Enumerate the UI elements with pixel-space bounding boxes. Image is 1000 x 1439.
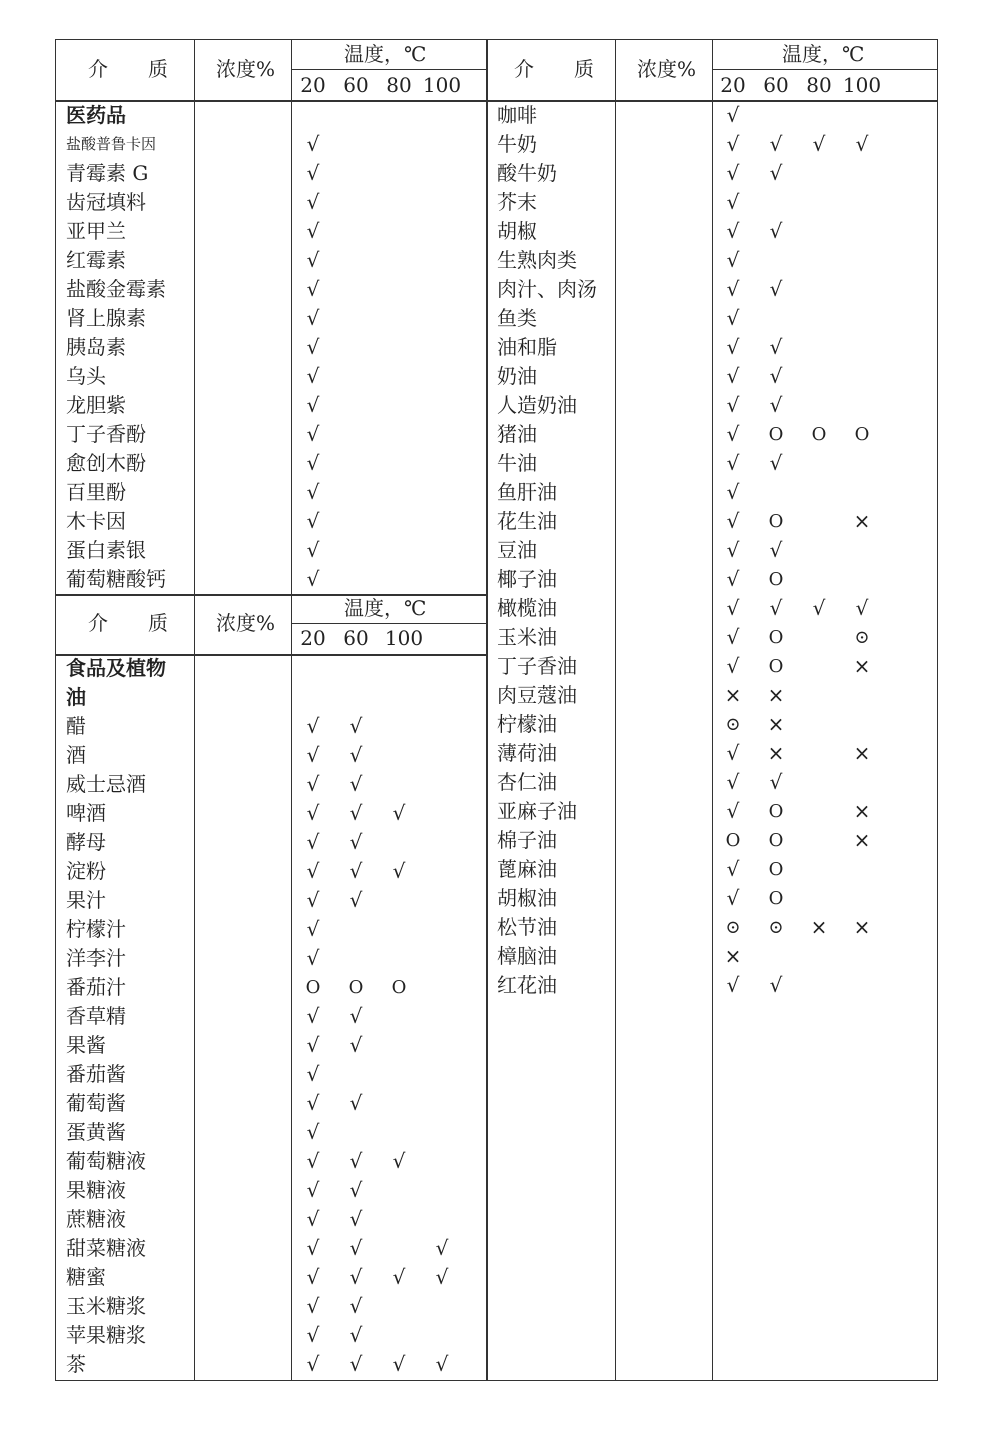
rating-mark-fair: O <box>768 656 784 677</box>
medium-name: 葡萄糖液 <box>66 1149 146 1173</box>
rating-mark-ok: √ <box>726 277 740 301</box>
rating-mark-bad: × <box>853 509 871 533</box>
rating-mark-ok: √ <box>306 422 320 446</box>
rating-mark-bad: × <box>853 741 871 765</box>
rating-mark-ok: √ <box>392 1265 406 1289</box>
medium-name: 杏仁油 <box>497 770 557 794</box>
medium-name: 威士忌酒 <box>66 772 146 796</box>
header-temp: 100 <box>422 73 462 97</box>
rating-mark-ok: √ <box>349 1004 363 1028</box>
header-temp: 60 <box>343 626 369 650</box>
medium-name: 玉米糖浆 <box>66 1294 146 1318</box>
rating-mark-ok: √ <box>726 306 740 330</box>
medium-name: 齿冠填料 <box>66 190 146 214</box>
rating-mark-ok: √ <box>726 190 740 214</box>
rating-mark-ok: √ <box>306 1149 320 1173</box>
medium-name: 香草精 <box>66 1004 126 1028</box>
rating-mark-ok: √ <box>306 801 320 825</box>
rating-mark-ok: √ <box>306 743 320 767</box>
medium-name: 鱼类 <box>497 306 537 330</box>
rating-mark-ok: √ <box>855 596 869 620</box>
rating-mark-ok: √ <box>306 335 320 359</box>
rating-mark-fair: O <box>768 801 784 822</box>
rating-mark-bad: × <box>724 683 742 707</box>
rating-mark-ok: √ <box>726 161 740 185</box>
rating-mark-fair: O <box>305 977 321 998</box>
medium-name: 牛油 <box>497 451 537 475</box>
rating-mark-ok: √ <box>306 714 320 738</box>
rating-mark-ok: √ <box>306 161 320 185</box>
rating-mark-ok: √ <box>306 946 320 970</box>
rating-mark-ok: √ <box>435 1352 449 1376</box>
rating-mark-ok: √ <box>726 625 740 649</box>
rating-mark-ok: √ <box>306 248 320 272</box>
rating-mark-ok: √ <box>855 132 869 156</box>
medium-name: 葡萄糖酸钙 <box>66 567 166 591</box>
medium-name: 果酱 <box>66 1033 106 1057</box>
rating-mark-ok: √ <box>306 1004 320 1028</box>
rating-mark-ok: √ <box>306 393 320 417</box>
rating-mark-bad: × <box>810 915 828 939</box>
medium-name: 苹果糖浆 <box>66 1323 146 1347</box>
medium-name: 肾上腺素 <box>66 306 146 330</box>
medium-name: 柠檬油 <box>497 712 557 736</box>
header-subline <box>291 69 486 70</box>
rating-mark-ok: √ <box>726 886 740 910</box>
rating-mark-ok: √ <box>726 219 740 243</box>
rating-mark-fair: O <box>725 830 741 851</box>
rating-mark-ok: √ <box>769 538 783 562</box>
rating-mark-ok: √ <box>726 741 740 765</box>
medium-name: 蛋白素银 <box>66 538 146 562</box>
rating-mark-ok: √ <box>349 1265 363 1289</box>
medium-name: 丁子香油 <box>497 654 577 678</box>
rating-mark-ok: √ <box>769 973 783 997</box>
medium-name: 花生油 <box>497 509 557 533</box>
rating-mark-ok: √ <box>306 917 320 941</box>
header-subline <box>712 69 938 70</box>
rating-mark-bad: × <box>767 712 785 736</box>
medium-name: 醋 <box>66 714 86 738</box>
rating-mark-ok: √ <box>769 451 783 475</box>
rating-mark-fair: O <box>768 859 784 880</box>
rating-mark-ok: √ <box>726 364 740 388</box>
medium-name: 青霉素 G <box>66 161 149 185</box>
rating-mark-ok: √ <box>392 1149 406 1173</box>
rating-mark-fair: O <box>391 977 407 998</box>
rating-mark-fair: O <box>811 424 827 445</box>
rating-mark-cond: ⊙ <box>768 917 784 938</box>
rating-mark-ok: √ <box>769 364 783 388</box>
rating-mark-ok: √ <box>349 1091 363 1115</box>
rating-mark-ok: √ <box>435 1236 449 1260</box>
rating-mark-ok: √ <box>306 1352 320 1376</box>
medium-name: 酒 <box>66 743 86 767</box>
rating-mark-ok: √ <box>306 1323 320 1347</box>
rating-mark-ok: √ <box>769 335 783 359</box>
rating-mark-ok: √ <box>726 538 740 562</box>
medium-name: 茶 <box>66 1352 86 1376</box>
rating-mark-ok: √ <box>726 422 740 446</box>
rating-mark-fair: O <box>768 569 784 590</box>
header-temp: 100 <box>842 73 882 97</box>
medium-name: 橄榄油 <box>497 596 557 620</box>
col-divider <box>615 39 616 1381</box>
rating-mark-ok: √ <box>812 596 826 620</box>
medium-name: 亚甲兰 <box>66 219 126 243</box>
rating-mark-cond: ⊙ <box>725 917 741 938</box>
medium-name: 木卡因 <box>66 509 126 533</box>
medium-name: 丁子香酚 <box>66 422 146 446</box>
rating-mark-ok: √ <box>306 1033 320 1057</box>
medium-name: 龙胆紫 <box>66 393 126 417</box>
header-bottom <box>486 100 938 102</box>
rating-mark-bad: × <box>853 915 871 939</box>
medium-name: 猪油 <box>497 422 537 446</box>
rating-mark-ok: √ <box>769 161 783 185</box>
medium-name: 肉豆蔻油 <box>497 683 577 707</box>
rating-mark-bad: × <box>853 799 871 823</box>
rating-mark-ok: √ <box>726 393 740 417</box>
rating-mark-ok: √ <box>306 1265 320 1289</box>
rating-mark-ok: √ <box>349 801 363 825</box>
rating-mark-cond: ⊙ <box>854 627 870 648</box>
rating-mark-cond: ⊙ <box>725 714 741 735</box>
rating-mark-ok: √ <box>769 596 783 620</box>
rating-mark-ok: √ <box>726 509 740 533</box>
medium-name: 红霉素 <box>66 248 126 272</box>
section-title: 医药品 <box>66 103 126 127</box>
header-temperature: 温度，℃ <box>344 596 427 620</box>
medium-name: 糖蜜 <box>66 1265 106 1289</box>
rating-mark-ok: √ <box>726 248 740 272</box>
rating-mark-ok: √ <box>769 277 783 301</box>
rating-mark-ok: √ <box>726 770 740 794</box>
rating-mark-fair: O <box>768 627 784 648</box>
rating-mark-ok: √ <box>726 567 740 591</box>
rating-mark-ok: √ <box>726 451 740 475</box>
header-medium: 介 质 <box>514 57 594 81</box>
rating-mark-ok: √ <box>726 799 740 823</box>
rating-mark-bad: × <box>767 683 785 707</box>
rating-mark-fair: O <box>768 424 784 445</box>
rating-mark-ok: √ <box>726 480 740 504</box>
medium-name: 咖啡 <box>497 103 537 127</box>
header-medium: 介 质 <box>88 57 168 81</box>
header-concentration: 浓度% <box>637 57 697 81</box>
rating-mark-ok: √ <box>726 132 740 156</box>
rating-mark-ok: √ <box>306 830 320 854</box>
medium-name: 果糖液 <box>66 1178 126 1202</box>
rating-mark-ok: √ <box>306 1178 320 1202</box>
medium-name: 番茄汁 <box>66 975 126 999</box>
medium-name: 油和脂 <box>497 335 557 359</box>
rating-mark-ok: √ <box>726 857 740 881</box>
rating-mark-fair: O <box>768 888 784 909</box>
rating-mark-ok: √ <box>726 596 740 620</box>
rating-mark-bad: × <box>767 741 785 765</box>
col-divider <box>194 39 195 1381</box>
medium-name: 愈创木酚 <box>66 451 146 475</box>
rating-mark-ok: √ <box>306 1091 320 1115</box>
medium-name: 果汁 <box>66 888 106 912</box>
rating-mark-ok: √ <box>306 132 320 156</box>
medium-name: 椰子油 <box>497 567 557 591</box>
medium-name: 松节油 <box>497 915 557 939</box>
rating-mark-ok: √ <box>349 772 363 796</box>
medium-name: 洋李汁 <box>66 946 126 970</box>
col-divider <box>712 39 713 1381</box>
medium-name: 柠檬汁 <box>66 917 126 941</box>
rating-mark-ok: √ <box>349 1149 363 1173</box>
rating-mark-ok: √ <box>306 1062 320 1086</box>
header-temp: 60 <box>763 73 789 97</box>
medium-name: 豆油 <box>497 538 537 562</box>
rating-mark-fair: O <box>768 511 784 532</box>
rating-mark-bad: × <box>724 944 742 968</box>
rating-mark-ok: √ <box>349 830 363 854</box>
medium-name: 淀粉 <box>66 859 106 883</box>
rating-mark-ok: √ <box>306 1207 320 1231</box>
rating-mark-ok: √ <box>306 277 320 301</box>
medium-name: 盐酸金霉素 <box>66 277 166 301</box>
rating-mark-ok: √ <box>349 1294 363 1318</box>
rating-mark-ok: √ <box>306 888 320 912</box>
medium-name: 胡椒 <box>497 219 537 243</box>
rating-mark-ok: √ <box>306 509 320 533</box>
rating-mark-ok: √ <box>392 859 406 883</box>
rating-mark-ok: √ <box>306 772 320 796</box>
col-divider <box>291 39 292 1381</box>
rating-mark-ok: √ <box>349 1178 363 1202</box>
rating-mark-fair: O <box>854 424 870 445</box>
rating-mark-ok: √ <box>306 538 320 562</box>
rating-mark-fair: O <box>348 977 364 998</box>
rating-mark-ok: √ <box>726 973 740 997</box>
rating-mark-ok: √ <box>306 451 320 475</box>
rating-mark-ok: √ <box>769 770 783 794</box>
rating-mark-ok: √ <box>306 859 320 883</box>
header-temp: 100 <box>384 626 424 650</box>
rating-mark-ok: √ <box>349 888 363 912</box>
medium-name: 啤酒 <box>66 801 106 825</box>
rating-mark-ok: √ <box>349 1352 363 1376</box>
header-temperature: 温度，℃ <box>344 42 427 66</box>
rating-mark-ok: √ <box>306 1236 320 1260</box>
medium-name: 鱼肝油 <box>497 480 557 504</box>
medium-name: 红花油 <box>497 973 557 997</box>
rating-mark-fair: O <box>768 830 784 851</box>
medium-name: 奶油 <box>497 364 537 388</box>
rating-mark-ok: √ <box>726 103 740 127</box>
rating-mark-ok: √ <box>349 743 363 767</box>
rating-mark-ok: √ <box>812 132 826 156</box>
medium-name: 牛奶 <box>497 132 537 156</box>
section-title: 油 <box>66 685 86 709</box>
rating-mark-ok: √ <box>306 480 320 504</box>
rating-mark-ok: √ <box>306 1294 320 1318</box>
rating-mark-ok: √ <box>349 714 363 738</box>
medium-name: 酸牛奶 <box>497 161 557 185</box>
rating-mark-ok: √ <box>392 1352 406 1376</box>
rating-mark-ok: √ <box>769 132 783 156</box>
medium-name: 胰岛素 <box>66 335 126 359</box>
header-temp: 20 <box>300 73 326 97</box>
rating-mark-ok: √ <box>306 306 320 330</box>
medium-name: 棉子油 <box>497 828 557 852</box>
medium-name: 葡萄酱 <box>66 1091 126 1115</box>
header-temp: 20 <box>300 626 326 650</box>
header-medium: 介 质 <box>88 611 168 635</box>
medium-name: 人造奶油 <box>497 393 577 417</box>
medium-name: 蛋黄酱 <box>66 1120 126 1144</box>
rating-mark-bad: × <box>853 654 871 678</box>
rating-mark-ok: √ <box>306 364 320 388</box>
section-title: 食品及植物 <box>66 656 166 680</box>
medium-name: 蔗糖液 <box>66 1207 126 1231</box>
medium-name: 酵母 <box>66 830 106 854</box>
rating-mark-ok: √ <box>349 859 363 883</box>
header-temp: 80 <box>386 73 412 97</box>
rating-mark-ok: √ <box>726 335 740 359</box>
header-temperature: 温度，℃ <box>782 42 865 66</box>
rating-mark-ok: √ <box>306 219 320 243</box>
header-temp: 60 <box>343 73 369 97</box>
header-concentration: 浓度% <box>216 57 276 81</box>
medium-name: 薄荷油 <box>497 741 557 765</box>
medium-name: 蓖麻油 <box>497 857 557 881</box>
rating-mark-ok: √ <box>306 1120 320 1144</box>
header-temp: 20 <box>720 73 746 97</box>
medium-name: 樟脑油 <box>497 944 557 968</box>
rating-mark-ok: √ <box>392 801 406 825</box>
rating-mark-bad: × <box>853 828 871 852</box>
medium-name: 乌头 <box>66 364 106 388</box>
rating-mark-ok: √ <box>349 1207 363 1231</box>
medium-name: 盐酸普鲁卡因 <box>66 135 157 153</box>
rating-mark-ok: √ <box>306 190 320 214</box>
header-temp: 80 <box>806 73 832 97</box>
rating-mark-ok: √ <box>435 1265 449 1289</box>
medium-name: 甜菜糖液 <box>66 1236 146 1260</box>
rating-mark-ok: √ <box>349 1323 363 1347</box>
rating-mark-ok: √ <box>769 219 783 243</box>
medium-name: 番茄酱 <box>66 1062 126 1086</box>
rating-mark-ok: √ <box>769 393 783 417</box>
medium-name: 玉米油 <box>497 625 557 649</box>
medium-name: 生熟肉类 <box>497 248 577 272</box>
col-divider-center <box>486 39 488 1381</box>
medium-name: 胡椒油 <box>497 886 557 910</box>
rating-mark-ok: √ <box>726 654 740 678</box>
header-concentration: 浓度% <box>216 611 276 635</box>
medium-name: 肉汁、肉汤 <box>497 277 597 301</box>
rating-mark-ok: √ <box>349 1033 363 1057</box>
medium-name: 百里酚 <box>66 480 126 504</box>
rating-mark-ok: √ <box>306 567 320 591</box>
rating-mark-ok: √ <box>349 1236 363 1260</box>
medium-name: 芥末 <box>497 190 537 214</box>
medium-name: 亚麻子油 <box>497 799 577 823</box>
